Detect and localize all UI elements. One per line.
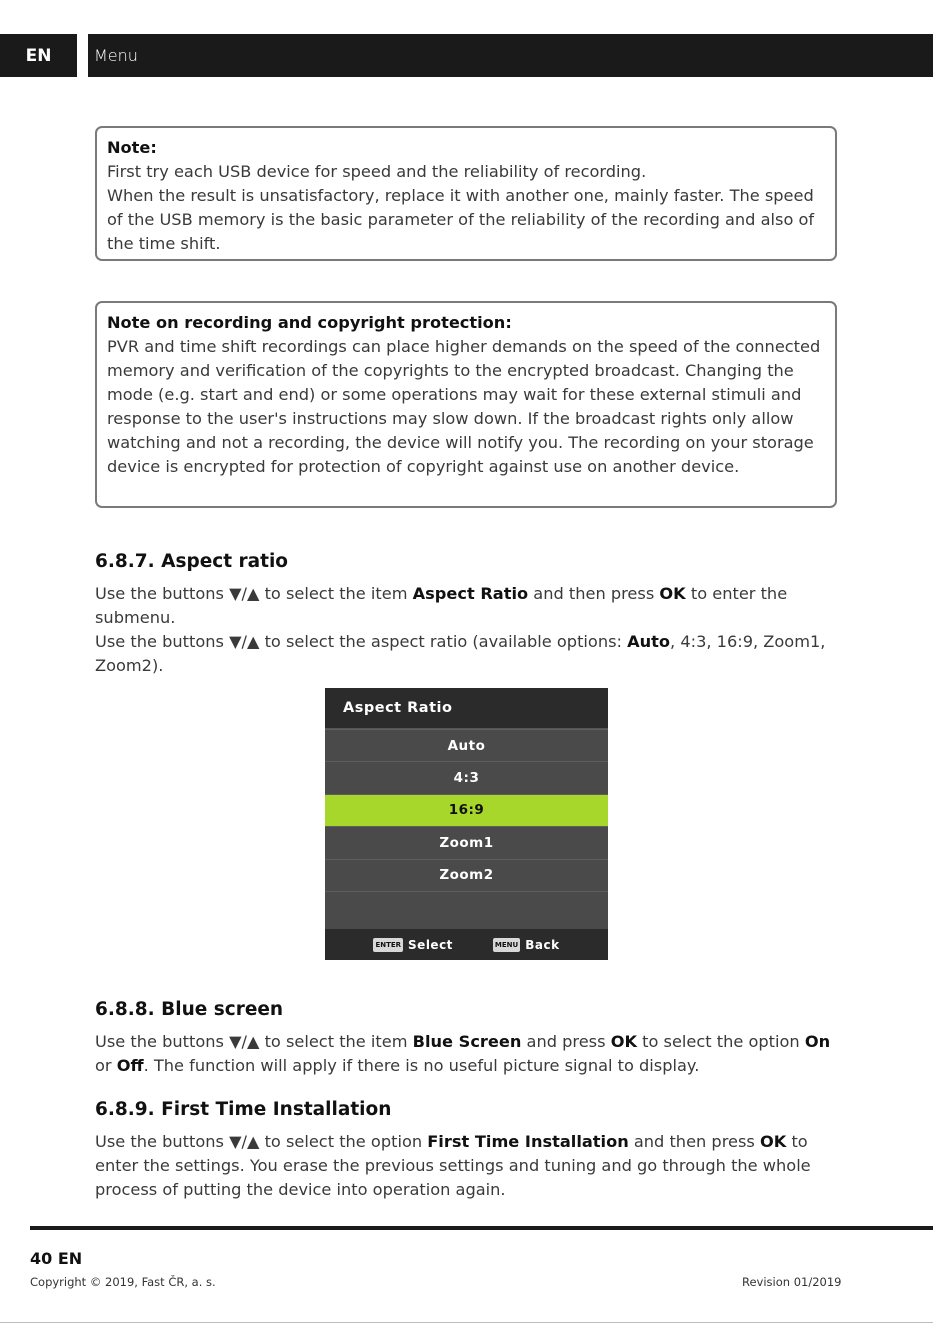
- text: or: [95, 1056, 117, 1075]
- text: and then press: [628, 1132, 760, 1151]
- bold-term: Off: [116, 1056, 144, 1075]
- section-header: [88, 34, 933, 77]
- osd-back-label: Back: [525, 937, 560, 952]
- section-title-first-time-installation: 6.8.9. First Time Installation: [95, 1099, 392, 1120]
- osd-select-label: Select: [408, 937, 453, 952]
- bold-term: Blue Screen: [412, 1032, 522, 1051]
- osd-option-auto: Auto: [325, 729, 608, 761]
- paragraph: [95, 582, 835, 630]
- osd-option-zoom1: Zoom1: [325, 826, 608, 858]
- osd-back-hint: [493, 938, 560, 952]
- text: , 4:3, 16:9, Zoom1, Zoom2).: [95, 632, 826, 675]
- footer-rule: [30, 1226, 933, 1230]
- bold-term: OK: [659, 584, 686, 603]
- copyright-note-text: PVR and time shift recordings can place higher demands on the speed of the connected memory and verification of the copyrights to the encrypted broadcast. Changing the mode (e.g. start and end) or some operations may wait for these external stimuli and response to the user's instructions may slow down. If the broadcast rights only allow watching and not a recording, the device will notify you. The recording on your storage device is encrypted for protection of copyright against use on another device.: [107, 337, 821, 476]
- osd-footer: [325, 929, 608, 960]
- language-badge: EN: [0, 34, 77, 77]
- bold-term: Aspect Ratio: [412, 584, 529, 603]
- text: . The function will apply if there is no useful picture signal to display.: [143, 1056, 700, 1075]
- text: to enter the settings. You erase the previous settings and tuning and go through the whole process of putting the device into operation again.: [95, 1132, 811, 1199]
- bold-term: First Time Installation: [427, 1132, 629, 1151]
- osd-empty-row: [325, 891, 608, 928]
- copyright-note-title: Note on recording and copyright protection:: [107, 313, 512, 332]
- section-title-aspect-ratio: 6.8.7. Aspect ratio: [95, 551, 289, 572]
- osd-option-4-3: 4:3: [325, 761, 608, 793]
- text: and press: [521, 1032, 611, 1051]
- osd-select-hint: [373, 938, 452, 952]
- bold-term: OK: [610, 1032, 637, 1051]
- osd-option-zoom2: Zoom2: [325, 859, 608, 891]
- revision-text: Revision 01/2019: [742, 1275, 842, 1289]
- copyright-text: Copyright © 2019, Fast ČR, a. s.: [30, 1275, 216, 1289]
- section-title-blue-screen: 6.8.8. Blue screen: [95, 999, 284, 1020]
- note-line: First try each USB device for speed and the reliability of recording.: [107, 162, 647, 181]
- text: and then press: [528, 584, 660, 603]
- paragraph: [95, 630, 835, 678]
- text: to enter the submenu.: [95, 584, 788, 627]
- osd-option-16-9: 16:9: [325, 794, 608, 826]
- copyright-note-box: [95, 301, 837, 508]
- note-box: [95, 126, 837, 261]
- note-line: When the result is unsatisfactory, replace it with another one, mainly faster. The speed of the USB memory is the basic parameter of the reliability of the recording and also of the time shift.: [107, 186, 815, 253]
- text: Use the buttons ▼/▲ to select the option: [95, 1132, 428, 1151]
- paragraph: [95, 1130, 835, 1202]
- enter-key-icon: ENTER: [373, 938, 403, 952]
- aspect-ratio-menu-screenshot: [325, 688, 608, 960]
- menu-key-icon: MENU: [493, 938, 520, 952]
- text: Use the buttons ▼/▲ to select the aspect ratio (available options:: [95, 632, 628, 651]
- text: to select the option: [637, 1032, 805, 1051]
- page-number: 40 EN: [30, 1249, 83, 1268]
- note-title: Note:: [107, 138, 157, 157]
- text: Use the buttons ▼/▲ to select the item: [95, 1032, 413, 1051]
- osd-title: Aspect Ratio: [325, 688, 608, 729]
- bold-term: OK: [759, 1132, 787, 1151]
- bottom-divider: [0, 1322, 933, 1323]
- section-header-label: Menu: [94, 46, 138, 65]
- paragraph: [95, 1030, 835, 1078]
- osd-options: [325, 729, 608, 891]
- text: Use the buttons ▼/▲ to select the item: [95, 584, 413, 603]
- bold-term: On: [804, 1032, 831, 1051]
- bold-term: Auto: [627, 632, 671, 651]
